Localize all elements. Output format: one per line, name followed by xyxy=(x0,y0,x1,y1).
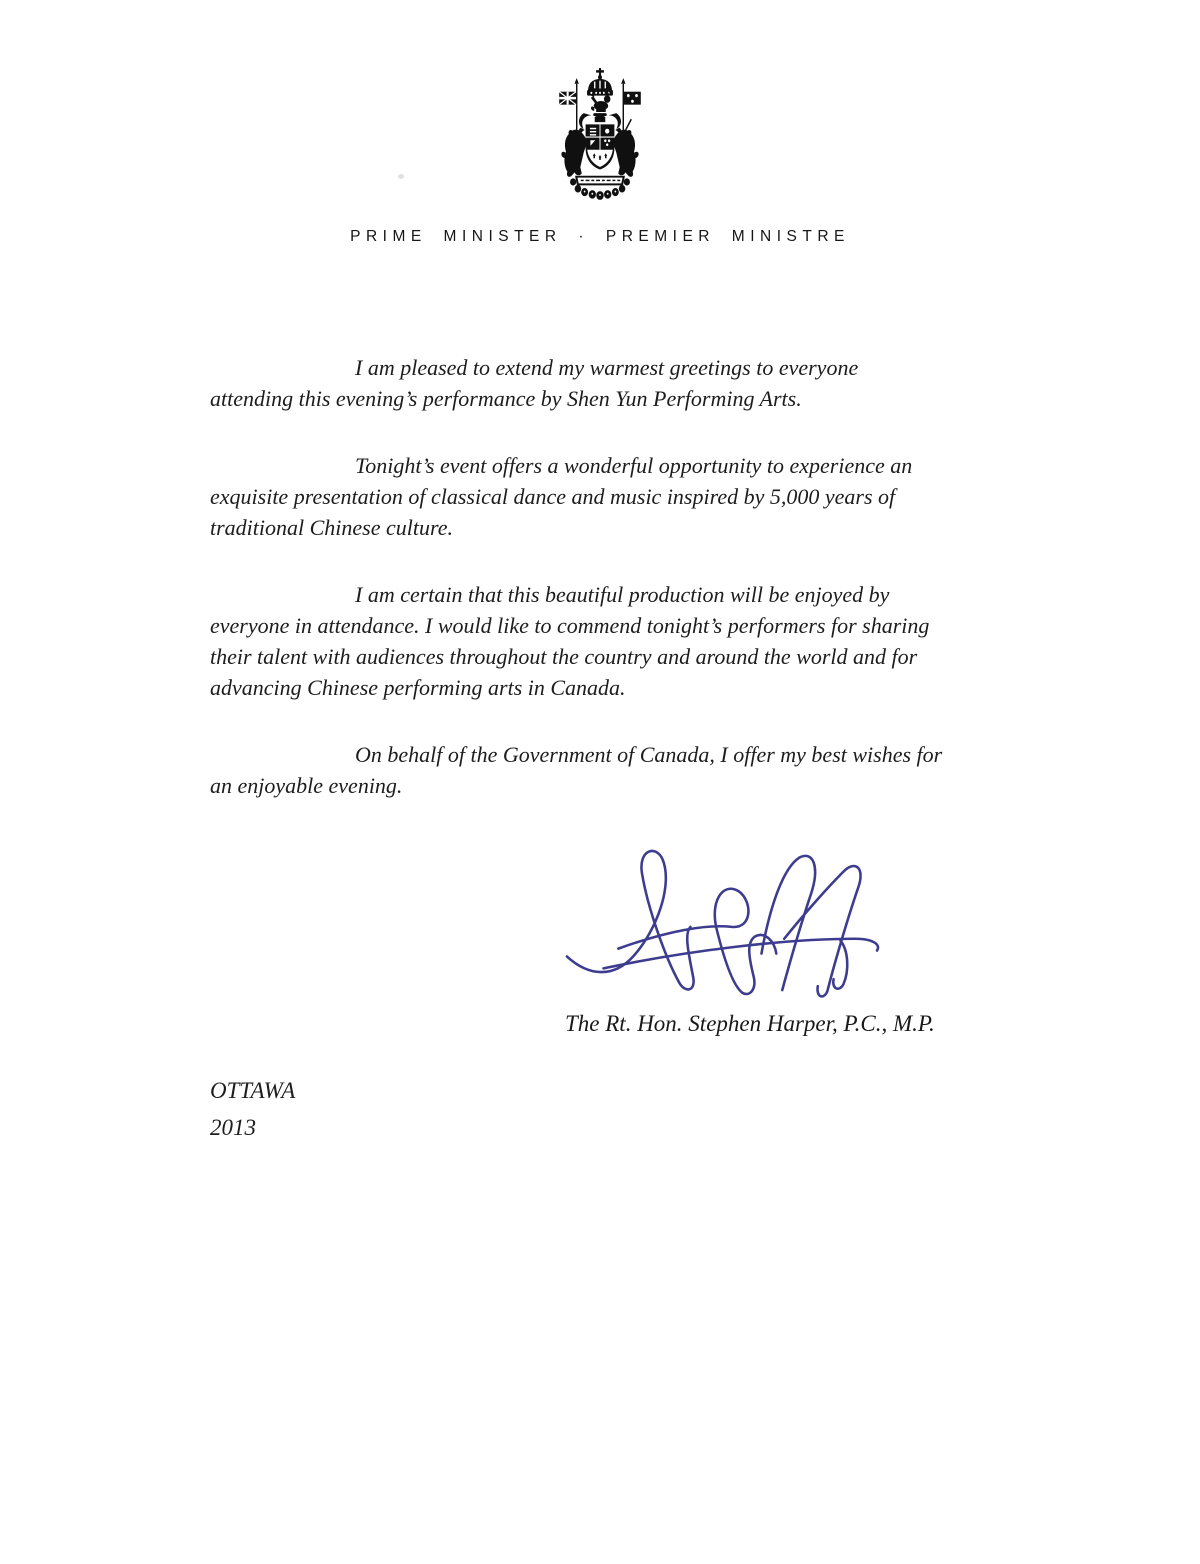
stephen-harper-signature-icon xyxy=(556,840,888,998)
paragraph-line: I am certain that this beautiful production will be enjoyed by xyxy=(355,582,890,607)
paragraph-line: attending this evening’s performance by Shen Yun Performing Arts. xyxy=(210,386,802,411)
canada-coat-of-arms-icon xyxy=(552,68,648,200)
scan-speck xyxy=(398,174,404,179)
letter-body xyxy=(210,352,990,1146)
letterhead xyxy=(0,0,1200,200)
paragraph-line: Tonight’s event offers a wonderful opportunity to experience an xyxy=(355,453,913,478)
paragraph-line: their talent with audiences throughout the country and around the world and for xyxy=(210,644,918,669)
closing-place: OTTAWA xyxy=(210,1078,296,1103)
paragraph-line: I am pleased to extend my warmest greetings to everyone xyxy=(355,355,859,380)
paragraph-line: traditional Chinese culture. xyxy=(210,515,453,540)
letterhead-title: PRIME MINISTER · PREMIER MINISTRE xyxy=(350,228,850,245)
signature-name-line: The Rt. Hon. Stephen Harper, P.C., M.P. xyxy=(565,1011,935,1036)
paragraph-line: On behalf of the Government of Canada, I offer my best wishes for xyxy=(355,742,943,767)
paragraph-line: an enjoyable evening. xyxy=(210,773,403,798)
paragraph-line: exquisite presentation of classical dance and music inspired by 5,000 years of xyxy=(210,484,896,509)
closing-year: 2013 xyxy=(210,1115,256,1140)
paragraph-2 xyxy=(210,450,990,543)
paragraph-line: everyone in attendance. I would like to commend tonight’s performers for sharing xyxy=(210,613,930,638)
signature-block xyxy=(560,840,1000,1039)
closing-block xyxy=(210,1072,990,1146)
paragraph-1 xyxy=(210,352,990,414)
paragraph-3 xyxy=(210,579,990,703)
paragraph-4 xyxy=(210,739,990,801)
paragraph-line: advancing Chinese performing arts in Canada. xyxy=(210,675,626,700)
